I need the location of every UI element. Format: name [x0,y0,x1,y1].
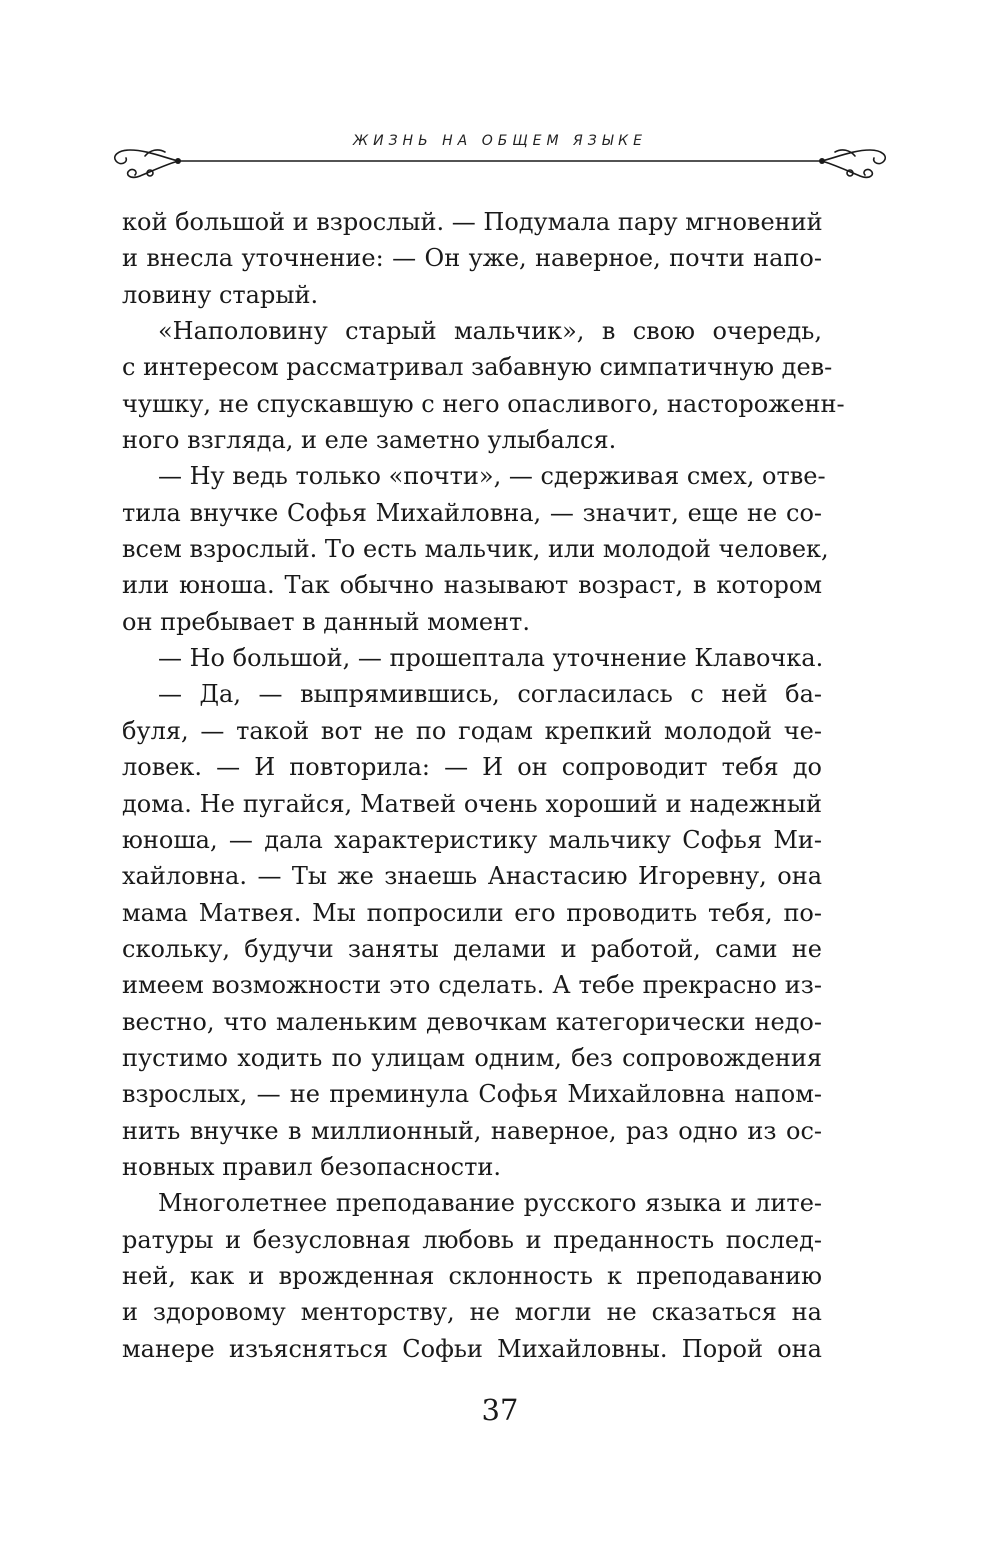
text-line: он пребывает в данный момент. [122,607,530,636]
text-line: буля, — такой вот не по годам крепкий молодой че- [122,716,822,745]
text-line: — Но большой, — прошептала уточнение Клавочка. [158,644,824,673]
text-line: пустимо ходить по улицам одним, без сопровождения [122,1043,822,1072]
text-line: новных правил безопасности. [122,1152,501,1181]
text-line: тила внучке Софья Михайловна, — значит, еще не со- [122,498,822,527]
text-line: манере изъясняться Софьи Михайловны. Порой она [122,1334,822,1363]
text-line: мама Матвея. Мы попросили его проводить тебя, по- [122,898,822,927]
text-line: взрослых, — не преминула Софья Михайловна напом- [122,1080,822,1109]
text-line: кой большой и взрослый. — Подумала пару мгновений [122,208,823,236]
text-line: и здоровому менторству, не могли не сказаться на [122,1298,822,1327]
text-line: чушку, не спускавшую с него опасливого, настороженн- [122,389,845,418]
text-line: ного взгляда, и еле заметно улыбался. [122,426,617,455]
text-line: ней, как и врожденная склонность к преподаванию [122,1261,822,1290]
text-line: нить внучке в миллионный, наверное, раз одно из ос- [122,1116,822,1145]
text-line: всем взрослый. То есть мальчик, или молодой человек, [122,535,829,564]
running-head [0,128,1000,198]
text-line: — Ну ведь только «почти», — сдерживая смех, отве- [158,462,826,491]
text-line: «Наполовину старый мальчик», в свою очередь, [158,317,822,346]
text-line: ловину старый. [122,280,319,309]
text-line: ловек. — И повторила: — И он сопроводит тебя до [122,753,822,782]
text-line: с интересом рассматривал забавную симпатичную дев- [122,353,833,382]
text-line: дома. Не пугайся, Матвей очень хороший и надежный [122,789,822,818]
body-text [122,204,845,1367]
text-line: скольку, будучи заняты делами и работой, сами не [122,934,822,963]
text-line: и внесла уточнение: — Он уже, наверное, почти напо- [122,244,822,273]
text-line: Многолетнее преподавание русского языка и лите- [158,1189,822,1218]
text-line: юноша, — дала характеристику мальчику Софья Ми- [122,825,822,854]
text-line: — Да, — выпрямившись, согласилась с ней ба- [158,680,822,709]
text-line: вестно, что маленьким девочкам категорически недо- [122,1007,822,1036]
text-line: или юноша. Так обычно называют возраст, в котором [122,571,822,600]
text-line: хайловна. — Ты же знаешь Анастасию Игоревну, она [122,862,822,891]
page-number: 37 [481,1393,519,1427]
text-line: имеем возможности это сделать. А тебе прекрасно из- [122,971,822,1000]
running-title: ЖИЗНЬ НА ОБЩЕМ ЯЗЫКЕ [353,133,647,149]
text-line: ратуры и безусловная любовь и преданность послед- [122,1225,822,1254]
